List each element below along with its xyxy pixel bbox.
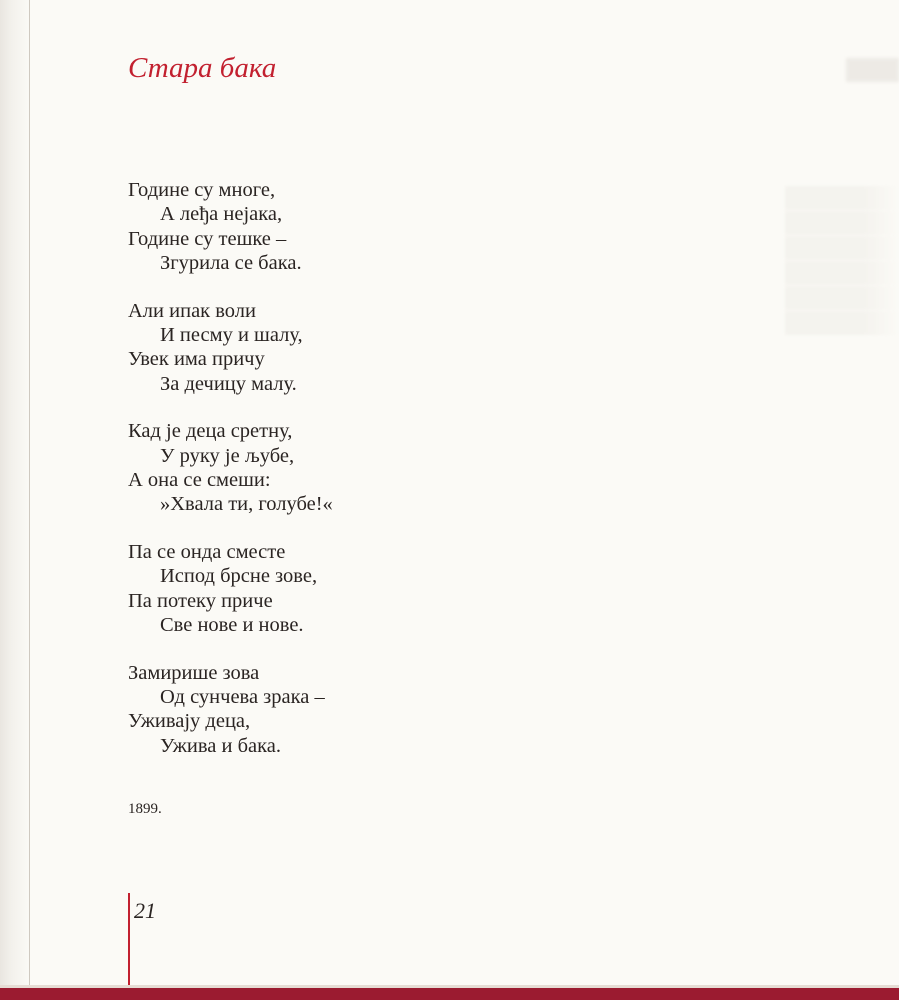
- poem-line: За дечицу малу.: [160, 372, 297, 395]
- poem-line: Па се онда сместе: [128, 540, 286, 563]
- poem-line: Године су многе,: [128, 179, 276, 201]
- poem-body: [128, 178, 548, 781]
- page-binding-edge: [0, 0, 30, 1000]
- poem-line: Па потеку приче: [128, 589, 273, 612]
- page-edge-line: [29, 0, 30, 1000]
- stanza: [128, 419, 548, 517]
- page-number: 21: [134, 898, 156, 923]
- poem-line: Згурила се бака.: [160, 252, 302, 275]
- stanza: [128, 299, 548, 397]
- poem-line: А леђа нејака,: [160, 203, 283, 226]
- poem-line: А она се смеши:: [128, 469, 271, 492]
- poem-line: Ужива и бака.: [160, 734, 281, 757]
- poem-line: Године су тешке –: [128, 227, 287, 250]
- poem-line: Увек има причу: [128, 348, 265, 371]
- book-cover-edge: [0, 988, 899, 1000]
- poem-line: Замирише зова: [128, 661, 260, 684]
- poem-line: И песму и шалу,: [160, 324, 303, 347]
- poem-line: Све нове и нове.: [160, 614, 304, 637]
- stanza: [128, 540, 548, 638]
- poem-line: »Хвала ти, голубе!«: [160, 493, 333, 516]
- poem-line: Од сунчева зрака –: [160, 685, 325, 708]
- bleed-through-text: [785, 186, 899, 336]
- poem-line: У руку је љубе,: [160, 444, 295, 467]
- bleed-through-title: [846, 58, 899, 82]
- poem-line: Кад је деца сретну,: [128, 420, 293, 443]
- page-number-rule: [128, 893, 130, 988]
- poem-line: Уживају деца,: [128, 710, 251, 733]
- poem-line: Али ипак воли: [128, 299, 256, 322]
- stanza: [128, 661, 548, 759]
- poem-title: Стара бака: [128, 52, 277, 84]
- poem-line: Испод брсне зове,: [160, 565, 318, 588]
- stanza: [128, 178, 548, 276]
- poem-year: 1899.: [128, 801, 162, 817]
